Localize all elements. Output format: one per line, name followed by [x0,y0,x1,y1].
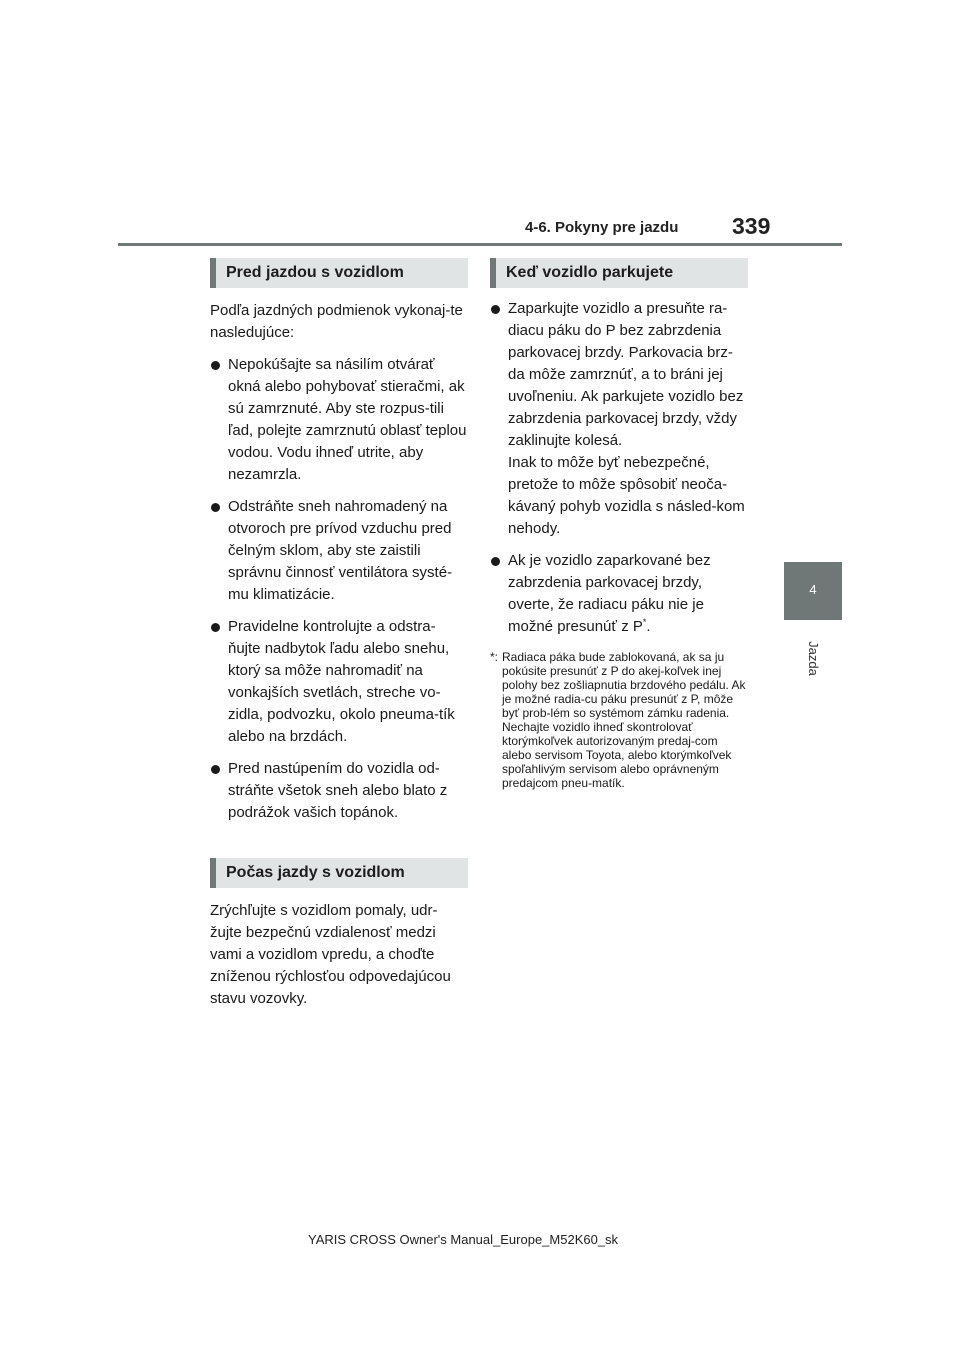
bullet-icon [491,305,500,314]
footnote-text: Radiaca páka bude zablokovaná, ak sa ju pokúsite presunúť z P do akej-koľvek inej polohy bez zošliapnutia brzdového pedálu. Ak je možné radia-cu páku presunúť z P, môže byť prob-lém so systémom zámku radenia. Nechajte vozidlo ihneď skontrolovať ktorýmkoľvek autorizovaným predaj-com alebo servisom Toyota, alebo ktorýmkoľvek spoľahlivým servisom alebo oprávneným predajcom pneu-matík. [502,650,746,790]
list-item: Ak je vozidlo zaparkované bez zabrzdenia parkovacej brzdy, overte, že radiacu páku nie je možné presunúť z P*. [490,550,748,638]
bullet-icon [211,361,220,370]
section-title-parking: Keď vozidlo parkujete [490,258,748,288]
bullet-icon [211,503,220,512]
chapter-tab[interactable] [784,562,842,620]
page-number: 339 [732,213,771,239]
footer-text: YARIS CROSS Owner's Manual_Europe_M52K60_sk [308,1232,619,1247]
parking-list [490,298,748,638]
left-column [210,258,468,1010]
header-rule [118,243,842,246]
bullet-icon [491,557,500,566]
chapter-number: 4 [809,582,817,597]
chapter-label [784,628,842,688]
before-driving-list [210,354,468,824]
list-item: Nepokúšajte sa násilím otvárať okná alebo pohybovať stieračmi, ak sú zamrznuté. Aby ste rozpus-tili ľad, polejte zamrznutú oblasť teplou vodou. Vodu ihneď utrite, aby nezamrzla. [210,354,468,486]
while-driving-paragraph: Zrýchľujte s vozidlom pomaly, udr-žujte bezpečnú vzdialenosť medzi vami a vozidlom vpredu, a choďte zníženou rýchlosťou odpovedajúcou stavu vozovky. [210,902,451,1007]
section-title-before-driving: Pred jazdou s vozidlom [210,258,468,288]
section-header: 4-6. Pokyny pre jazdu [525,219,679,236]
footnote-mark: *: [490,650,499,664]
bullet-icon [211,623,220,632]
footnote-ref: * [642,617,647,627]
footnote [490,650,748,790]
right-column [490,258,748,790]
section-title-while-driving: Počas jazdy s vozidlom [210,858,468,888]
intro-paragraph: Podľa jazdných podmienok vykonaj-te nasledujúce: [210,302,463,341]
list-item: Pred nastúpením do vozidla od-stráňte všetok sneh alebo blato z podrážok vašich topánok. [210,758,468,824]
list-item: Pravidelne kontrolujte a odstra-ňujte nadbytok ľadu alebo snehu, ktorý sa môže nahromadiť na vonkajších svetlách, streche vo-zidla, podvozku, okolo pneuma-tík alebo na brzdách. [210,616,468,748]
list-item: Odstráňte sneh nahromadený na otvoroch pre prívod vzduchu pred čelným sklom, aby ste zaistili správnu činnosť ventilátora systé-mu klimatizácie. [210,496,468,606]
chapter-label-text: Jazda [805,640,821,676]
bullet-icon [211,765,220,774]
list-item: Zaparkujte vozidlo a presuňte ra-diacu páku do P bez zabrzdenia parkovacej brzdy. Parkovacia brz-da môže zamrznúť, a to bráni jej uvoľneniu. Ak parkujete vozidlo bez zabrzdenia parkovacej brzdy, vždy zaklinujte kolesá. Inak to môže byť nebezpečné, pretože to môže spôsobiť neoča-kávaný pohyb vozidla s násled-kom nehody. [490,298,748,540]
